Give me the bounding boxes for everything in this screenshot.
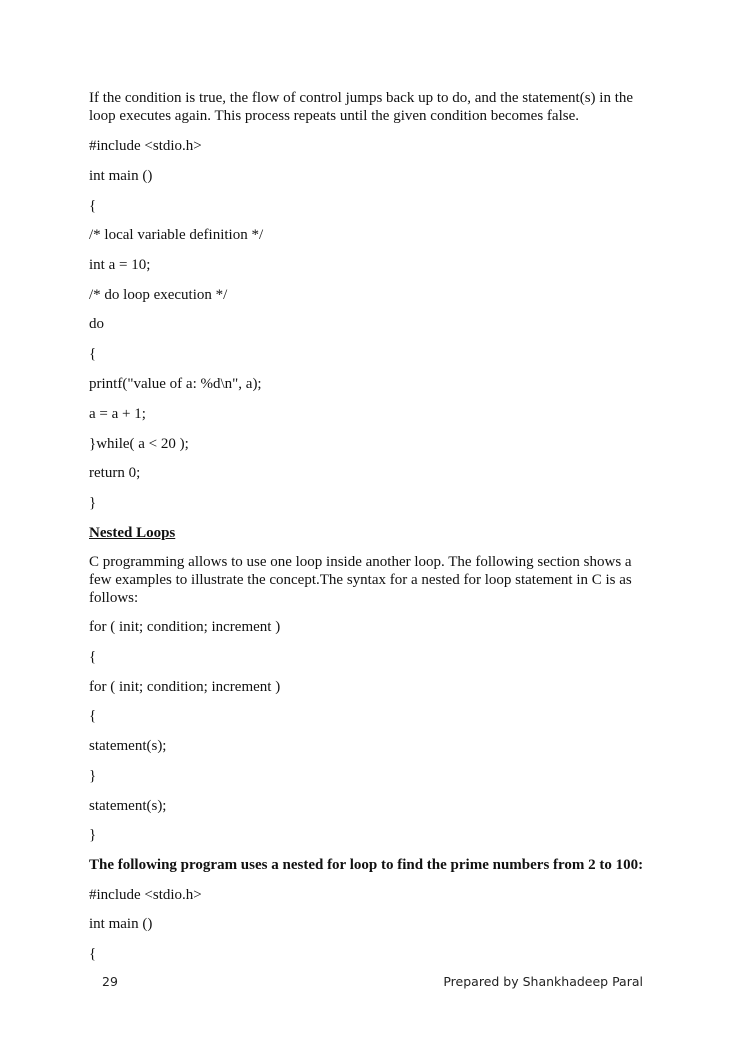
code-line: }: [89, 768, 97, 784]
code-line: /* do loop execution */: [89, 287, 228, 303]
code-line: statement(s);: [89, 798, 167, 814]
code-line: int a = 10;: [89, 257, 151, 273]
code-line: }while( a < 20 );: [89, 436, 189, 452]
code-line: int main (): [89, 916, 153, 932]
nested-loops-heading: Nested Loops: [89, 525, 176, 541]
code-line: {: [89, 198, 97, 214]
code-line: #include <stdio.h>: [89, 138, 202, 154]
code-line: #include <stdio.h>: [89, 887, 202, 903]
intro-paragraph: If the condition is true, the flow of control jumps back up to do, and the statement(s) in the loop executes again. This process repeats until the given condition becomes false.: [89, 90, 634, 124]
footer-author: Prepared by Shankhadeep Paral: [443, 974, 643, 989]
code-line: do: [89, 316, 104, 332]
code-line: a = a + 1;: [89, 406, 146, 422]
code-line: }: [89, 827, 97, 843]
code-line: {: [89, 708, 97, 724]
code-line: printf("value of a: %d\n", a);: [89, 376, 262, 392]
code-line: {: [89, 649, 97, 665]
code-line: for ( init; condition; increment ): [89, 619, 281, 635]
code-line: return 0;: [89, 465, 141, 481]
code-line: /* local variable definition */: [89, 227, 264, 243]
nested-loops-paragraph: C programming allows to use one loop inside another loop. The following section shows a few examples to illustrate the concept.The syntax for a nested for loop statement in C is as follows:: [89, 554, 632, 606]
page-number: 29: [102, 974, 118, 989]
code-line: {: [89, 346, 97, 362]
code-line: int main (): [89, 168, 153, 184]
code-line: {: [89, 946, 97, 962]
code-line: statement(s);: [89, 738, 167, 754]
code-line: for ( init; condition; increment ): [89, 679, 281, 695]
code-line: }: [89, 495, 97, 511]
prime-program-heading: The following program uses a nested for loop to find the prime numbers from 2 to 100:: [89, 857, 644, 873]
